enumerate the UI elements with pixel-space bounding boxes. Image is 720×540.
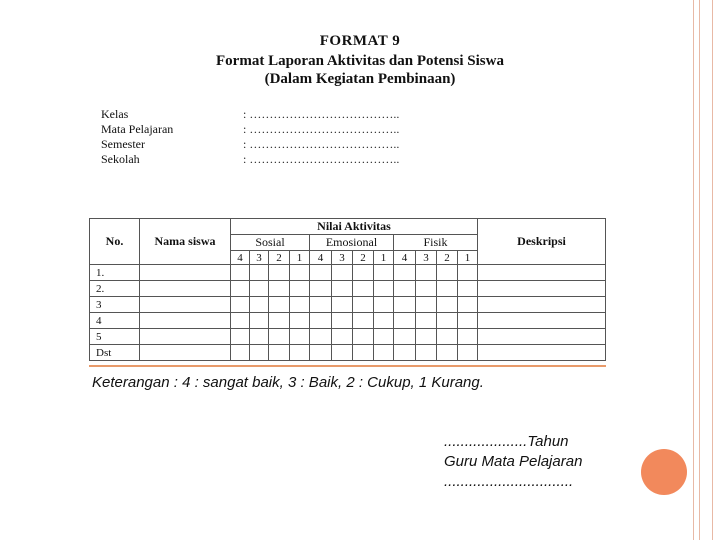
legend-note: Keterangan : 4 : sangat baik, 3 : Baik, 2 : Cukup, 1 Kurang. (92, 374, 484, 391)
info-label: Mata Pelajaran (101, 122, 174, 136)
column-header-description: Deskripsi (478, 219, 606, 265)
signature-block (444, 432, 582, 492)
table-row (90, 281, 606, 297)
column-header-activity: Nilai Aktivitas (231, 219, 478, 235)
info-row-semester (101, 137, 399, 152)
score-header: 3 (416, 251, 437, 265)
info-value: : ……………………………….. (243, 152, 400, 166)
table-row (90, 329, 606, 345)
score-header: 3 (332, 251, 353, 265)
row-number: 4 (90, 313, 140, 329)
info-row-sekolah (101, 152, 399, 167)
row-number: 5 (90, 329, 140, 345)
document-subtitle: (Dalam Kegiatan Pembinaan) (264, 71, 456, 87)
score-header: 4 (231, 251, 250, 265)
decorative-line-mid (699, 0, 700, 540)
table-row (90, 313, 606, 329)
row-number: 2. (90, 281, 140, 297)
row-number: 3 (90, 297, 140, 313)
score-header: 1 (374, 251, 394, 265)
group-header-fisik: Fisik (394, 235, 478, 251)
table-row (90, 265, 606, 281)
score-header: 3 (250, 251, 269, 265)
info-value: : ……………………………….. (243, 107, 400, 121)
info-row-kelas (101, 107, 399, 122)
column-header-no: No. (90, 219, 140, 265)
score-header: 2 (269, 251, 290, 265)
score-header: 1 (290, 251, 310, 265)
score-header: 1 (458, 251, 478, 265)
group-header-sosial: Sosial (231, 235, 310, 251)
row-number: Dst (90, 345, 140, 361)
activity-table (89, 218, 606, 361)
info-value: : ……………………………….. (243, 137, 400, 151)
score-header: 2 (353, 251, 374, 265)
decorative-circle (641, 449, 687, 495)
table-row (90, 297, 606, 313)
table-bottom-rule (89, 365, 606, 367)
signature-date-line: ....................Tahun (444, 433, 569, 450)
document-title: Format Laporan Aktivitas dan Potensi Siswa (216, 53, 504, 69)
info-block (101, 107, 399, 167)
signature-name-line: ............................... (444, 473, 574, 490)
score-header: 4 (394, 251, 416, 265)
score-header: 4 (310, 251, 332, 265)
column-header-name: Nama siswa (140, 219, 231, 265)
row-number: 1. (90, 265, 140, 281)
decorative-line-right (712, 0, 713, 540)
info-label: Sekolah (101, 152, 140, 166)
info-row-mapel (101, 122, 399, 137)
signature-role: Guru Mata Pelajaran (444, 453, 583, 470)
info-label: Kelas (101, 107, 129, 121)
table-row (90, 345, 606, 361)
info-value: : ……………………………….. (243, 122, 400, 136)
decorative-line-left (693, 0, 694, 540)
score-header: 2 (437, 251, 458, 265)
info-label: Semester (101, 137, 145, 151)
group-header-emosional: Emosional (310, 235, 394, 251)
format-label: FORMAT 9 (319, 33, 401, 49)
